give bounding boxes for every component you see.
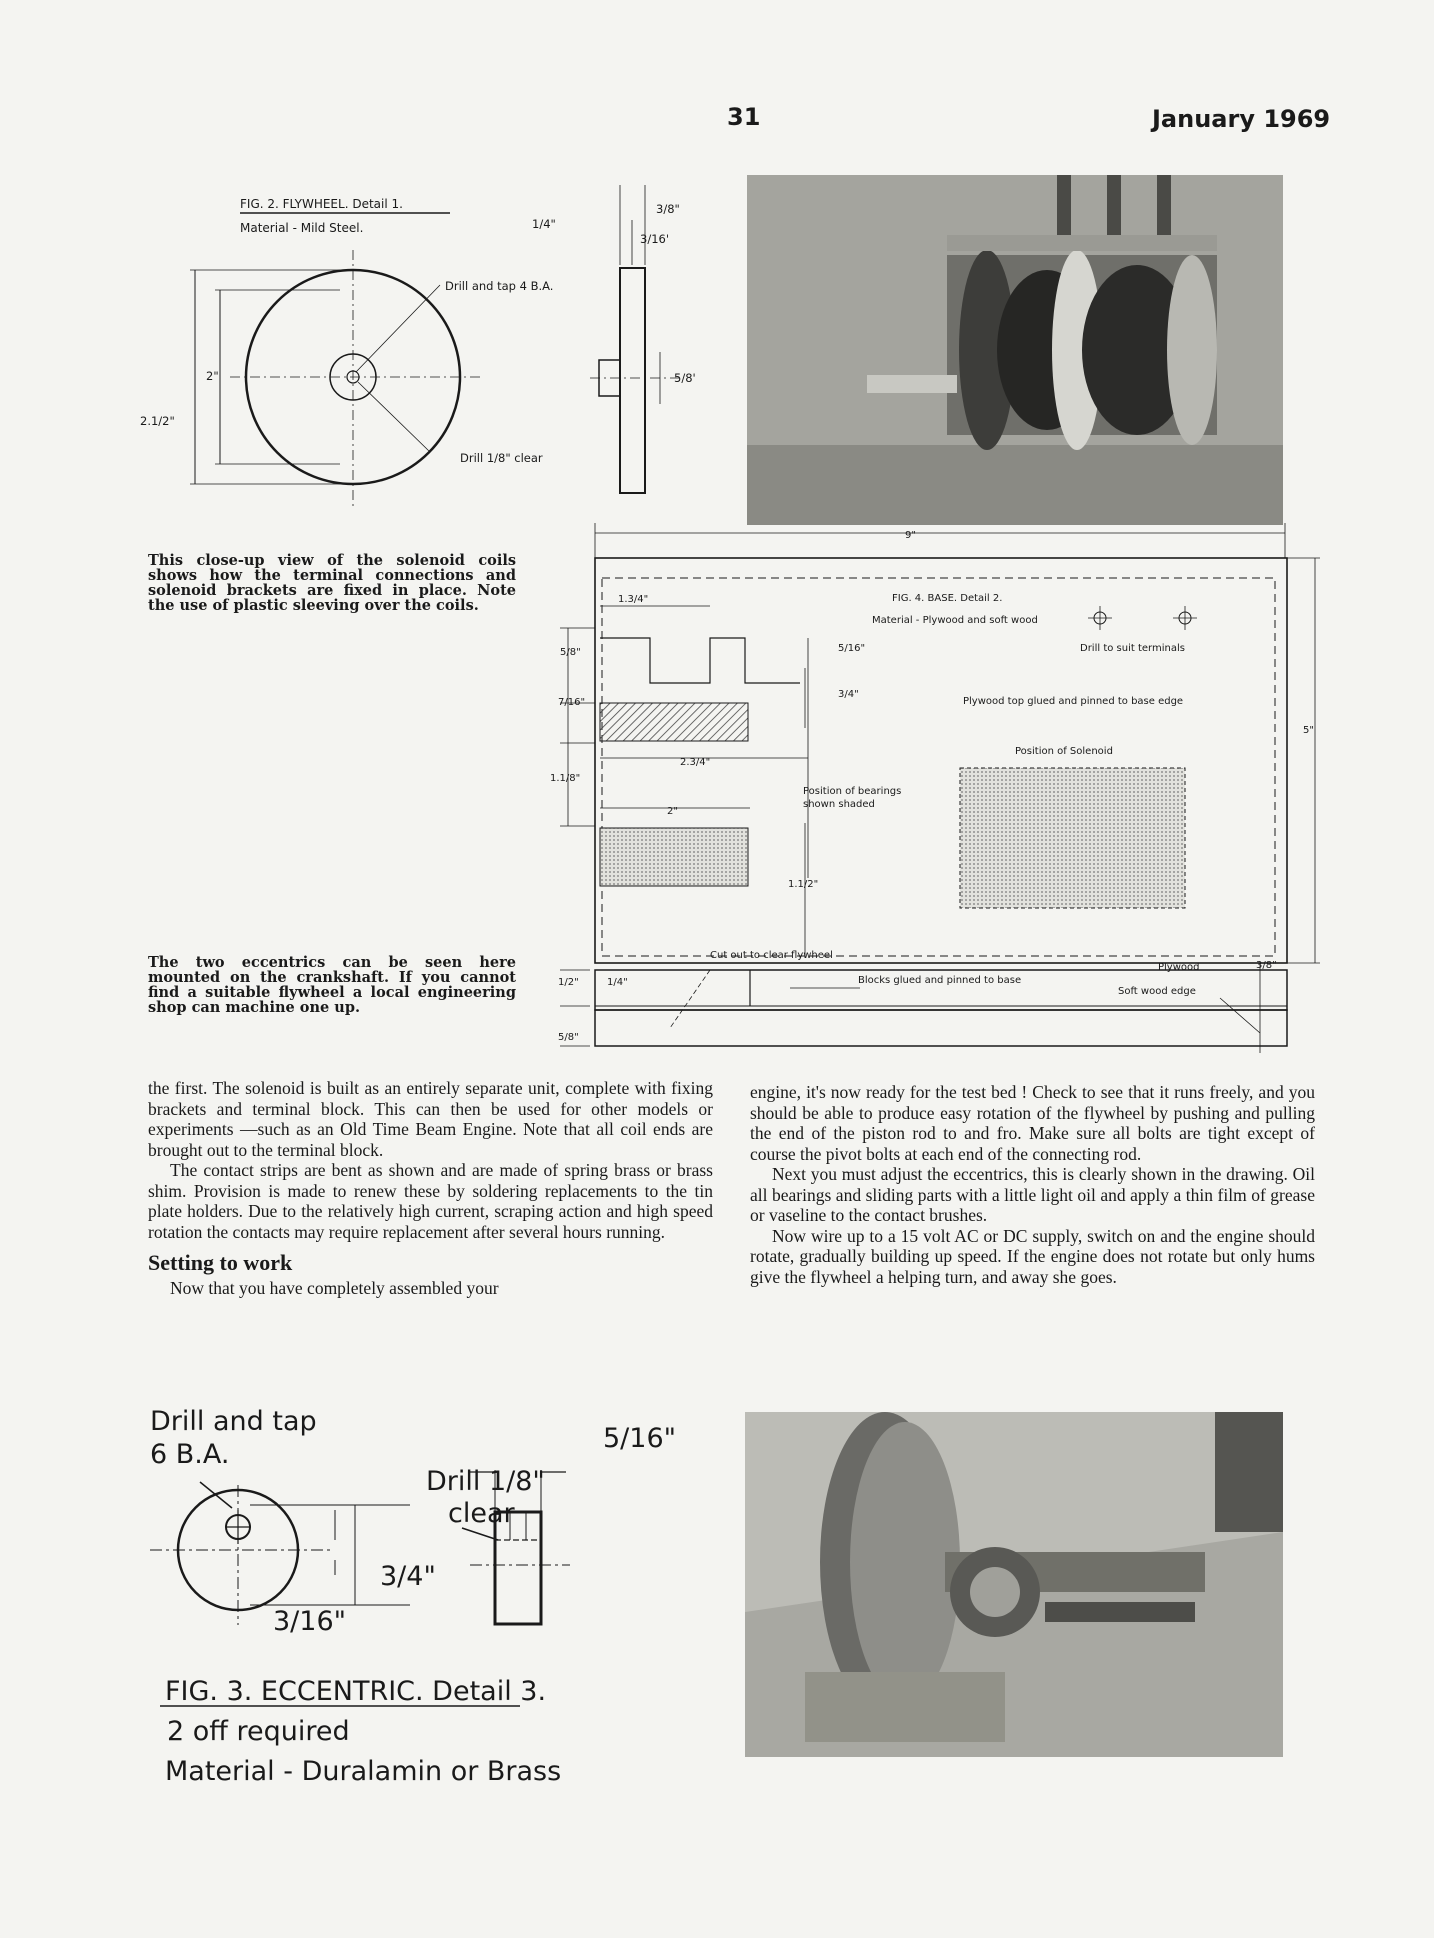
body-right-column (750, 1082, 1315, 1287)
fig3-clear-label: clear (448, 1498, 515, 1529)
fig4-plywood-top: Plywood top glued and pinned to base edge (963, 696, 1184, 707)
fig4-bearings-label-2: shown shaded (803, 799, 875, 810)
fig2-dim-5-8: 5/8' (674, 371, 696, 385)
fig3-dim-3-4: 3/4" (380, 1561, 436, 1592)
fig2-drill-clear: Drill 1/8" clear (460, 451, 543, 465)
section-heading-setting-to-work: Setting to work (148, 1250, 293, 1275)
fig4-solenoid-position: Position of Solenoid (1015, 746, 1113, 757)
body-left-column (148, 1078, 713, 1299)
fig4-drill-terminals: Drill to suit terminals (1080, 643, 1185, 654)
fig2-drill-tap: Drill and tap 4 B.A. (445, 279, 554, 293)
body-left-paragraph-2: The contact strips are bent as shown and are made of spring brass or brass shim. Provision is made to renew these by soldering replacements to the tin plate holders. Due to the relatively high current, scraping action and high speed rotation the contacts may require replacement after several hours running. (148, 1160, 713, 1242)
body-right-paragraph-2: Next you must adjust the eccentrics, this is clearly shown in the drawing. Oil all bearings and sliding parts with a little light oil and apply a thin film of grease or vaseline to the contact brushes. (750, 1164, 1315, 1225)
fig2-dim-2: 2" (206, 369, 219, 383)
fig4-dim-5-16: 5/16" (838, 643, 866, 654)
fig4-soft-edge: Soft wood edge (1118, 986, 1196, 997)
fig4-dim-1-2: 1/2" (558, 977, 579, 988)
fig4-base-drawing (540, 518, 1340, 1063)
fig4-plywood: Plywood (1158, 962, 1200, 973)
fig2-dim-quarter: 1/4" (532, 217, 556, 231)
fig4-dim-5: 5" (1303, 725, 1314, 736)
fig4-material: Material - Plywood and soft wood (872, 615, 1038, 626)
fig3-dim-3-16: 3/16" (273, 1606, 347, 1637)
fig4-dim-7-16: 7/16" (558, 697, 586, 708)
solenoid-photo (747, 175, 1283, 525)
solenoid-caption: This close-up view of the solenoid coils shows how the terminal connections and solenoid brackets are fixed in place. Note the use of plastic sleeving over the coils. (148, 552, 516, 614)
fig4-blocks: Blocks glued and pinned to base (858, 975, 1022, 986)
fig3-dim-5-16: 5/16" (603, 1423, 677, 1454)
fig2-flywheel-drawing (140, 180, 720, 530)
fig3-drill-tap-size: 6 B.A. (150, 1439, 230, 1470)
fig2-dim-3-16: 3/16' (640, 232, 669, 246)
fig2-dim-3-8: 3/8" (656, 202, 680, 216)
fig2-dim-2-half: 2.1/2" (140, 414, 175, 428)
fig4-dim-3-4: 3/4" (838, 689, 859, 700)
fig4-bearings-label: Position of bearings (803, 786, 902, 797)
fig2-material: Material - Mild Steel. (240, 221, 364, 235)
issue-date: January 1969 (1152, 105, 1331, 133)
fig3-title: FIG. 3. ECCENTRIC. Detail 3. (165, 1676, 547, 1707)
fig3-drill-tap: Drill and tap (150, 1406, 317, 1437)
fig4-dim-2-3-4: 2.3/4" (680, 757, 711, 768)
fig4-dim-1-1-2: 1.1/2" (788, 879, 819, 890)
fig3-quantity: 2 off required (167, 1716, 350, 1747)
fig4-dim-9: 9" (905, 530, 916, 541)
body-right-paragraph-1: engine, it's now ready for the test bed ! Check to see that it runs freely, and you should be able to produce easy rotation of the flywheel by pushing and pulling the end of the piston rod to and fro. Make sure all bolts are tight except of course the pivot bolts at each end of the connecting rod. (750, 1082, 1315, 1164)
fig4-dim-5-8b: 5/8" (558, 1032, 579, 1043)
fig4-dim-5-8: 5/8" (560, 647, 581, 658)
fig3-material: Material - Duralamin or Brass (165, 1756, 562, 1787)
page-number: 31 (727, 103, 761, 131)
fig3-eccentric-drawing (140, 1400, 730, 1795)
solenoid-photo-illustration (747, 175, 1283, 525)
fig4-dim-2: 2" (667, 806, 678, 817)
fig3-drill-label: Drill 1/8" (426, 1466, 545, 1497)
setting-to-work-text: Now that you have completely assembled your (170, 1278, 499, 1298)
fig4-dim-1-3-4: 1.3/4" (618, 594, 649, 605)
fig4-dim-1-4: 1/4" (607, 977, 628, 988)
fig4-cut-out: Cut out to clear flywheel (710, 950, 833, 961)
eccentrics-photo (745, 1412, 1283, 1757)
eccentrics-photo-illustration (745, 1412, 1283, 1757)
fig2-title: FIG. 2. FLYWHEEL. Detail 1. (240, 197, 403, 211)
fig4-dim-3-8: 3/8" (1256, 960, 1277, 971)
body-right-paragraph-3: Now wire up to a 15 volt AC or DC supply, switch on and the engine should rotate, gradually building up speed. If the engine does not rotate but only hums give the flywheel a helping turn, and away she goes. (750, 1225, 1315, 1287)
fig4-dim-1-1-8: 1.1/8" (550, 773, 581, 784)
fig4-title: FIG. 4. BASE. Detail 2. (892, 593, 1003, 604)
eccentrics-caption: The two eccentrics can be seen here mounted on the crankshaft. If you cannot find a suitable flywheel a local engineering shop can machine one up. (148, 954, 516, 1016)
body-left-paragraph-1: the first. The solenoid is built as an entirely separate unit, complete with fixing brackets and terminal block. This can then be used for other models or experiments —such as an Old Time Beam Engine. Note that all coil ends are brought out to the terminal block. (148, 1078, 713, 1160)
